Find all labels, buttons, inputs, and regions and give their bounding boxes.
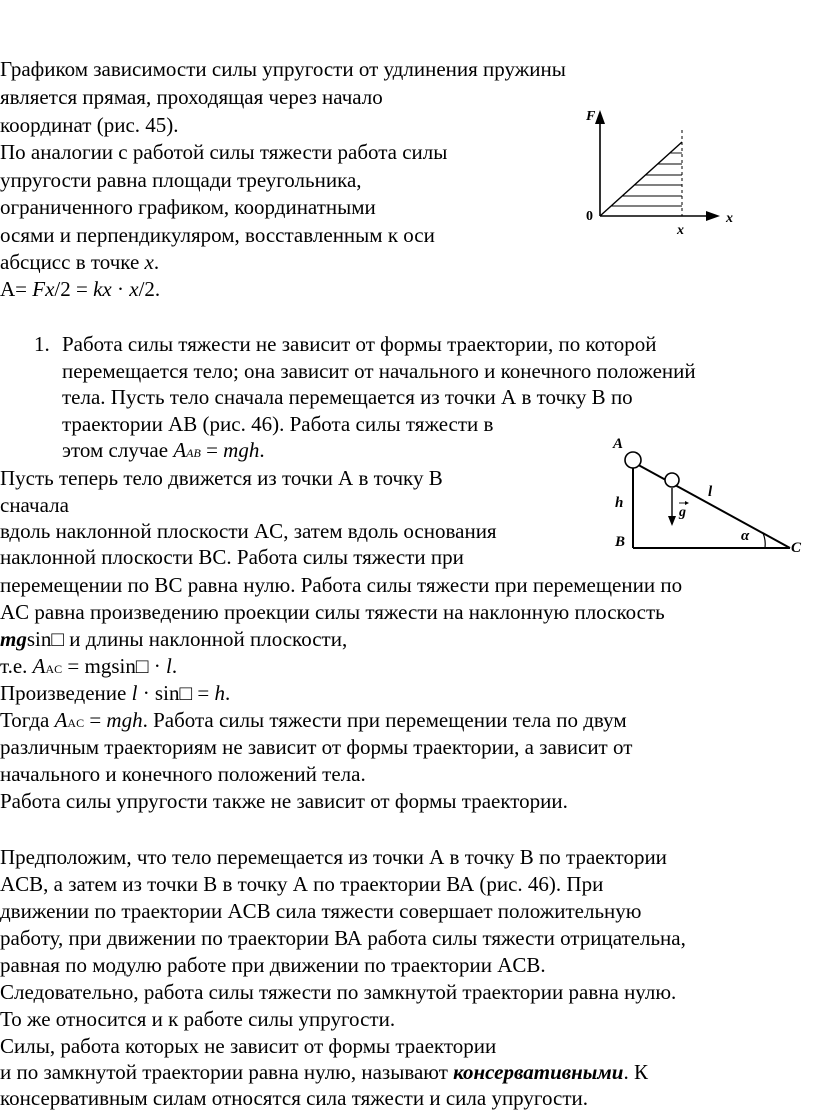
point-c-label: C [791, 540, 802, 556]
point-b-label: B [615, 534, 626, 550]
text-line: Следовательно, работа силы тяжести по замкнутой траектории равна нулю. [0, 980, 677, 1004]
height-label: h [615, 495, 624, 511]
x-axis-label: x [726, 211, 733, 226]
formula-work-elastic: A= Fx/2 = kx · x/2. [0, 277, 161, 301]
text-line: осями и перпендикуляром, восставленным к оси [0, 223, 435, 247]
text-line: начального и конечного положений тела. [0, 762, 366, 786]
point-a-label: A [613, 436, 624, 452]
figure-45-force-graph [580, 100, 750, 240]
text-line: AC равна произведению проекции силы тяжести на наклонную плоскость [0, 600, 665, 624]
text-line: упругости равна площади треугольника, [0, 168, 362, 192]
text-line: перемещении по BC равна нулю. Работа силы тяжести при перемещении по [0, 573, 683, 597]
text-line: равная по модулю работе при движении по траектории ACB. [0, 953, 546, 977]
text-line: Пусть теперь тело движется из точки А в точку В [0, 466, 443, 490]
list-line: этом случае AAB = mgh. [62, 438, 265, 462]
text-line: движении по траектории ACB сила тяжести совершает положительную [0, 899, 642, 923]
list-line: перемещается тело; она зависит от начального и конечного положений [62, 359, 696, 383]
length-label: l [708, 484, 713, 500]
text-line: По аналогии с работой силы тяжести работа силы [0, 140, 448, 164]
figure-46-incline [605, 430, 810, 560]
text-line: координат (рис. 45). [0, 113, 179, 137]
text-line: Силы, работа которых не зависит от формы траектории [0, 1034, 497, 1058]
text-line: является прямая, проходящая через начало [0, 85, 383, 109]
text-line: mgsin□ и длины наклонной плоскости, [0, 627, 348, 651]
y-axis-label: F [586, 109, 596, 124]
text-line: различным траекториям не зависит от формы траектории, а зависит от [0, 735, 633, 759]
list-line: Работа силы тяжести не зависит от формы траектории, по которой [62, 332, 657, 356]
text-line: работу, при движении по траектории ВА работа силы тяжести отрицательна, [0, 926, 686, 950]
text-line: консервативным силам относятся сила тяжести и сила упругости. [0, 1086, 588, 1110]
list-number: 1. [34, 332, 50, 356]
text-line: сначала [0, 493, 69, 517]
angle-label: α [741, 528, 750, 544]
text-line: Графиком зависимости силы упругости от удлинения пружины [0, 57, 566, 81]
x-tick-label: x [677, 223, 684, 238]
text-line: То же относится и к работе силы упругости. [0, 1007, 396, 1031]
text-line: ограниченного графиком, координатными [0, 195, 376, 219]
text-line: Работа силы упругости также не зависит от формы траектории. [0, 789, 568, 813]
text-line: абсцисс в точке x. [0, 250, 160, 274]
text-line: Произведение l · sin□ = h. [0, 681, 231, 705]
text-line: и по замкнутой траектории равна нулю, называют консервативными. К [0, 1060, 648, 1084]
text-line: ACB, а затем из точки В в точку А по траектории ВА (рис. 46). При [0, 872, 604, 896]
gravity-label: g [679, 505, 686, 520]
text-line: т.е. AAC = mgsin□ · l. [0, 654, 178, 678]
text-line: вдоль наклонной плоскости AC, затем вдоль основания [0, 519, 497, 543]
term-conservative: консервативными [453, 1060, 624, 1084]
list-line: тела. Пусть тело сначала перемещается из точки А в точку В по [62, 385, 633, 409]
list-line: траектории AB (рис. 46). Работа силы тяжести в [62, 412, 494, 436]
text-line: Тогда AAC = mgh. Работа силы тяжести при перемещении тела по двум [0, 708, 627, 732]
text-line: наклонной плоскости BC. Работа силы тяжести при [0, 545, 464, 569]
origin-label: 0 [586, 209, 593, 224]
text-line: Предположим, что тело перемещается из точки А в точку В по траектории [0, 845, 667, 869]
